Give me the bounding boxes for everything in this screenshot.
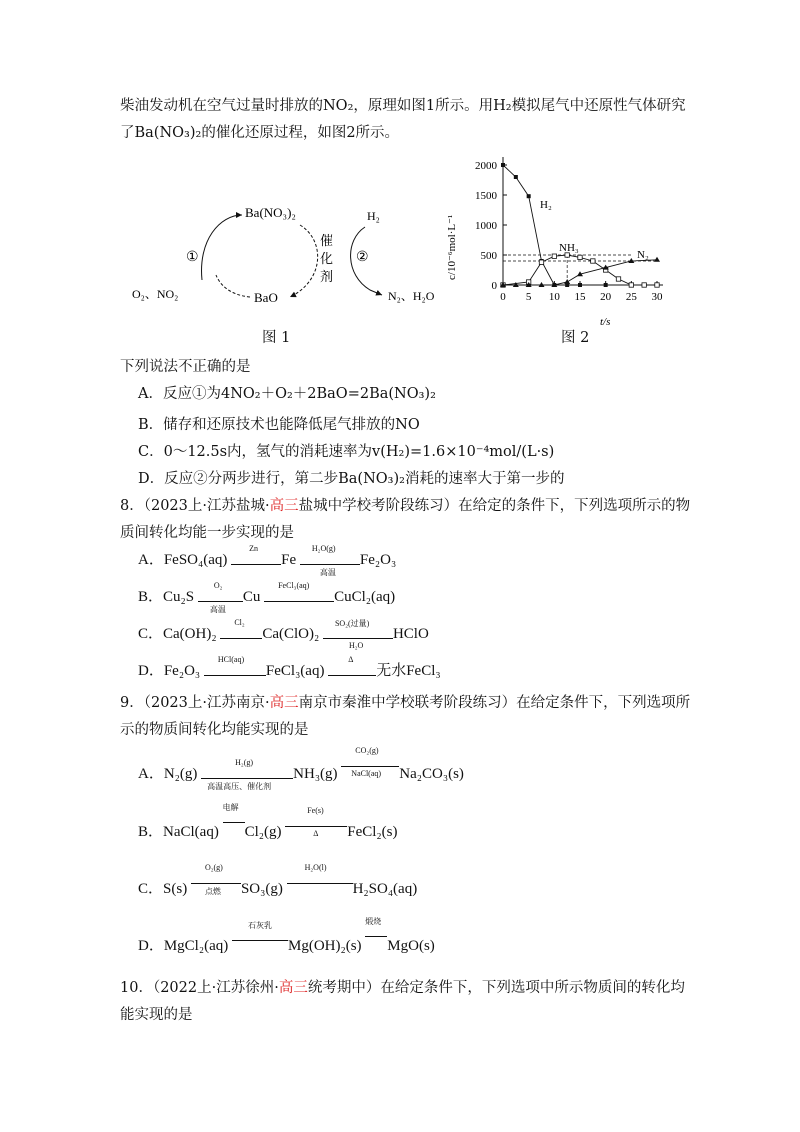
arrow: CO₂(g) NaCl(aq) (341, 758, 399, 767)
q8-option-b: B．Cu₂S O₂ 高温 Cu FeCl₃(aq) CuCl₂(aq) (138, 581, 396, 615)
fig1-caption: 图 1 (262, 330, 291, 346)
fig2-caption: 图 2 (561, 330, 590, 346)
arrow: H₂O(g) 高温 (300, 556, 360, 565)
arrow: Cl₂ (220, 630, 262, 639)
q7-stem: 下列说法不正确的是 (120, 359, 251, 375)
label-h2: H₂ (540, 199, 552, 211)
point-nh3 (578, 255, 582, 259)
fig1-bottom-label: BaO (254, 290, 278, 305)
x-tick-label: 5 (525, 291, 532, 303)
q8-option-d: D．Fe₂O₃ HCl(aq) FeCl₃(aq) Δ 无水FeCl₃ (138, 655, 441, 679)
arrow: Zn (231, 556, 281, 565)
q10-header-line-2: 能实现的是 (120, 1007, 193, 1023)
x-tick-label: 25 (625, 291, 637, 303)
arrow: 煅烧 (365, 928, 387, 937)
point-n2 (564, 279, 570, 284)
fig1-h2: H₂ (367, 209, 380, 223)
point-h2 (578, 283, 582, 287)
y-tick-label: 1500 (475, 190, 497, 202)
arrow: 石灰乳 (232, 932, 288, 941)
point-h2 (501, 163, 505, 167)
x-tick-label: 30 (651, 291, 663, 303)
q8-option-a: A．FeSO₄(aq) Zn Fe H₂O(g) 高温 Fe₂O₃ (138, 544, 397, 578)
fig1-catalyst-2: 化 (320, 251, 334, 266)
q10-header: 10．（2022上·江苏徐州·高三统考期中）在给定条件下，下列选项中所示物质间的转化均 (120, 980, 685, 996)
q8-grade: 高三 (269, 498, 299, 514)
y-tick-label: 2000 (475, 160, 497, 172)
point-nh3 (642, 283, 646, 287)
point-nh3 (616, 277, 620, 281)
arrow: H₂O(l) (287, 875, 353, 884)
y-tick-label: 0 (491, 280, 497, 292)
fig1-left-input: O₂、NO₂ (132, 287, 179, 301)
q9-option-b: B．NaCl(aq) 电解 Cl₂(g) $\frac{Fe(s)}{\Delta}$ FeCl₂(s) (138, 803, 398, 840)
y-tick-label: 1000 (475, 220, 497, 232)
point-nh3 (539, 260, 543, 264)
series-h2-line (503, 165, 657, 285)
arrow: FeCl₃(aq) (264, 593, 334, 602)
intro-line-2: 了Ba(NO₃)₂的催化还原过程，如图2所示。 (120, 125, 400, 141)
arrow: 电解 (223, 814, 245, 823)
q9-header-line-2: 示的物质间转化均能实现的是 (120, 722, 309, 738)
q8-option-c: C．Ca(OH)₂ Cl₂ Ca(ClO)₂ SO₂(过量) H₂O HClO (138, 618, 429, 651)
x-tick-label: 20 (600, 291, 612, 303)
q8-header-line-2: 质间转化均能一步实现的是 (120, 525, 294, 541)
arrow: $\frac{Fe(s)}{\Delta}$ (285, 818, 347, 827)
x-tick-label: 10 (548, 291, 560, 303)
q7-option-b: B．储存和还原技术也能降低尾气排放的NO (138, 417, 420, 433)
fig1-output: N₂、H₂O (388, 289, 435, 303)
q7-option-a: A．反应①为4NO₂＋O₂＋2BaO=2Ba(NO₃)₂ (138, 386, 436, 402)
fig1-top-label: Ba(NO₃)₂ (245, 205, 296, 220)
fig1-step-2: ② (356, 250, 369, 265)
q7-option-d: D．反应②分两步进行，第二步Ba(NO₃)₂消耗的速率大于第一步的 (138, 471, 565, 487)
figure-1 (120, 195, 440, 345)
q9-option-c: C．S(s) O₂(g) 点燃 SO₃(g) H₂O(l) H₂SO₄(aq) (138, 863, 418, 897)
fig1-catalyst-1: 催 (320, 233, 334, 248)
arrow: O₂ 高温 (198, 593, 243, 602)
point-nh3 (552, 254, 556, 258)
point-h2 (527, 194, 531, 198)
q9-option-a: A．N₂(g) H₂(g) 高温高压、催化剂 NH₃(g) CO₂(g) NaCl(aq) Na₂CO₃(s) (138, 746, 464, 792)
arrow: HCl(aq) (204, 667, 266, 676)
arrow: O₂(g) 点燃 (191, 875, 241, 884)
point-h2 (514, 175, 518, 179)
q9-grade: 高三 (269, 695, 299, 711)
arrow: SO₂(过量) H₂O (323, 630, 393, 639)
label-n2: N₂ (637, 249, 649, 261)
intro-line-1: 柴油发动机在空气过量时排放的NO₂，原理如图1所示。用H₂模拟尾气中还原性气体研究 (120, 98, 686, 114)
point-nh3 (655, 283, 659, 287)
arrow: Δ (328, 667, 376, 676)
point-nh3 (591, 259, 595, 263)
x-tick-label: 15 (574, 291, 586, 303)
q10-grade: 高三 (278, 980, 308, 996)
point-h2 (604, 283, 608, 287)
label-nh3: NH₃ (559, 242, 579, 254)
point-n2 (654, 257, 660, 262)
x-axis-label: t/s (600, 316, 611, 328)
point-nh3 (629, 283, 633, 287)
q9-option-d: D．MgCl₂(aq) 石灰乳 Mg(OH)₂(s) 煅烧 MgO(s) (138, 917, 435, 954)
fig1-catalyst-3: 剂 (320, 269, 334, 284)
x-tick-label: 0 (500, 291, 506, 303)
fig1-step-1: ① (186, 250, 199, 265)
arrow: H₂(g) 高温高压、催化剂 (201, 770, 293, 779)
y-tick-label: 500 (480, 250, 497, 262)
q8-header: 8．（2023上·江苏盐城·高三盐城中学校考阶段练习）在给定的条件下，下列选项所示的物 (120, 498, 691, 514)
q9-header: 9．（2023上·江苏南京·高三南京市秦淮中学校联考阶段练习）在给定条件下，下列选项所 (120, 695, 691, 711)
q7-option-c: C．0～12.5s内，氢气的消耗速率为v(H₂)=1.6×10⁻⁴mol/(L·s) (138, 444, 555, 460)
y-axis-label: c/10⁻⁶mol·L⁻¹ (446, 214, 458, 280)
figure-2-chart (445, 150, 680, 330)
